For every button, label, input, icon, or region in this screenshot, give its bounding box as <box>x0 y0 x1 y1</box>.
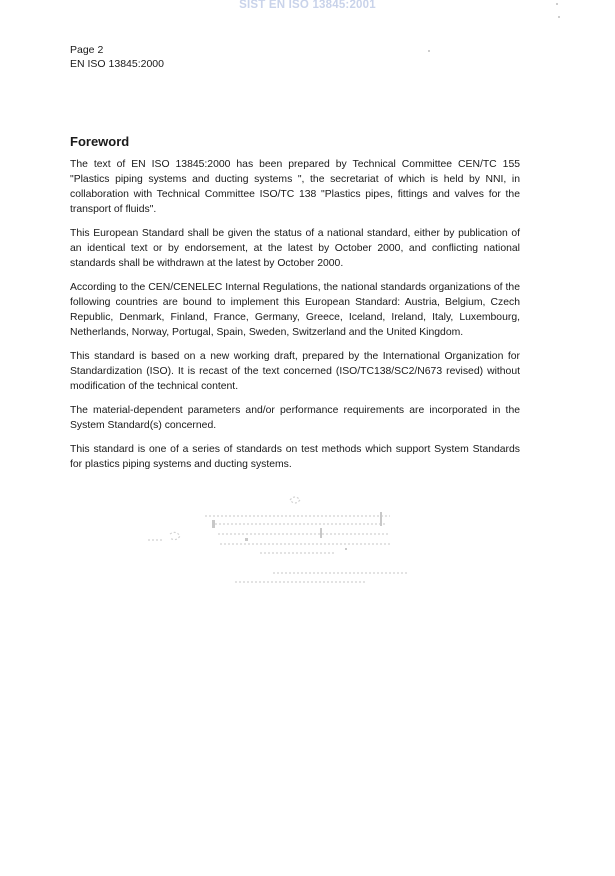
scan-speck <box>556 3 558 5</box>
foreword-paragraph: This standard is one of a series of standards on test methods which support System Standards for plastics piping systems and ducting systems. <box>70 444 520 470</box>
foreword-paragraph: According to the CEN/CENELEC Internal Regulations, the national standards organizations of the following countries are bound to implement this European Standard: Austria, Belgium, Czech Republic, Denmark, Finland, France, Germany, Greece, Iceland, Ireland, Italy, Luxembourg, Netherlands, Norway, Portugal, Spain, Sweden, Switzerland and the United Kingdom. <box>70 282 520 338</box>
page-number: Page 2 <box>70 44 104 56</box>
foreword-paragraph: This European Standard shall be given the status of a national standard, either by publication of an identical text or by endorsement, at the latest by October 2000, and conflicting national standards shall be withdrawn at the latest by October 2000. <box>70 228 520 269</box>
foreword-paragraph: The material-dependent parameters and/or performance requirements are incorporated in the System Standard(s) concerned. <box>70 405 520 431</box>
watermark: SIST EN ISO 13845:2001 <box>239 0 376 11</box>
foreword-title: Foreword <box>70 134 130 149</box>
scan-speck <box>428 50 430 52</box>
page-header <box>70 44 164 71</box>
foreword-paragraph: The text of EN ISO 13845:2000 has been prepared by Technical Committee CEN/TC 155 "Plastics piping systems and ducting systems ", the secretariat of which is held by NNI, in collaboration with Technical Committee ISO/TC 138 "Plastics pipes, fittings and valves for the transport of fluids". <box>70 159 520 215</box>
faded-stamp-image <box>140 490 410 590</box>
foreword-body <box>70 157 520 481</box>
foreword-paragraph: This standard is based on a new working draft, prepared by the International Organization for Standardization (ISO). It is recast of the text concerned (ISO/TC138/SC2/N673 revised) without modification of the technical content. <box>70 351 520 392</box>
document-id: EN ISO 13845:2000 <box>70 57 164 70</box>
scan-speck <box>558 16 560 18</box>
